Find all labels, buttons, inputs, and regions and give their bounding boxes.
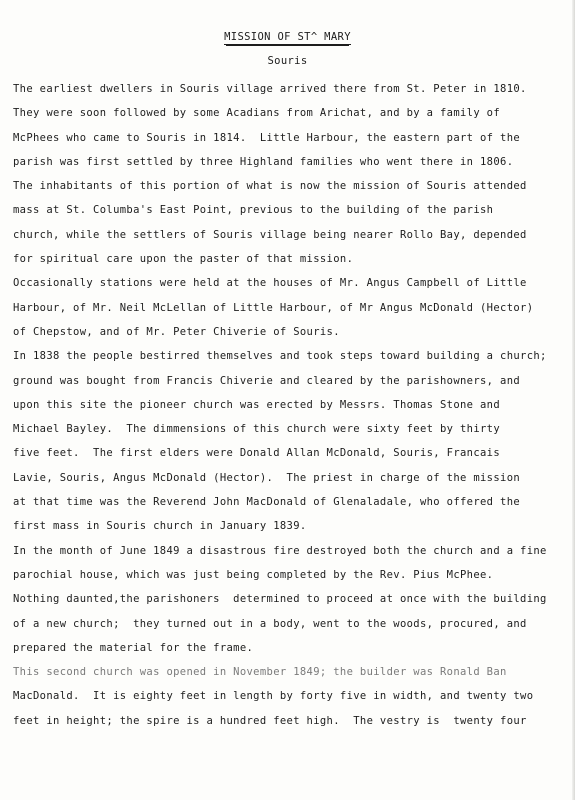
text-line: Occasionally stations were held at the houses of Mr. Angus Campbell of Little — [13, 277, 527, 290]
text-line: This second church was opened in November 1849; the builder was Ronald Ban — [13, 666, 507, 679]
text-line: first mass in Souris church in January 1839. — [13, 520, 307, 533]
text-line: upon this site the pioneer church was erected by Messrs. Thomas Stone and — [13, 398, 501, 411]
text-line: In the month of June 1849 a disastrous fire destroyed both the church and a fine — [13, 544, 547, 557]
document-subtitle: Souris — [267, 55, 308, 67]
text-line: prepared the material for the frame. — [13, 641, 254, 654]
text-line: Harbour, of Mr. Neil McLellan of Little Harbour, of Mr Angus McDonald (Hector) — [13, 301, 534, 314]
text-line: for spiritual care upon the paster of that mission. — [13, 253, 354, 266]
document-title-text: MISSION OF ST^ MARY — [224, 31, 351, 43]
text-line: Michael Bayley. The dimmensions of this church were sixty feet by thirty — [13, 423, 501, 436]
text-line: feet in height; the spire is a hundred feet high. The vestry is twenty four — [13, 714, 527, 727]
text-line: Nothing daunted,the parishoners determined to proceed at once with the building — [13, 593, 547, 606]
text-line: MacDonald. It is eighty feet in length by forty five in width, and twenty two — [13, 690, 534, 703]
text-line: five feet. The first elders were Donald Allan McDonald, Souris, Francais — [13, 447, 501, 460]
text-line: parish was first settled by three Highland families who went there in 1806. — [13, 155, 514, 168]
text-line: mass at St. Columba's East Point, previous to the building of the parish — [13, 204, 494, 217]
text-line: Lavie, Souris, Angus McDonald (Hector). The priest in charge of the mission — [13, 471, 521, 484]
text-line: parochial house, which was just being completed by the Rev. Pius McPhee. — [13, 568, 494, 581]
text-line: at that time was the Reverend John MacDonald of Glenaladale, who offered the — [13, 496, 521, 509]
text-line: In 1838 the people bestirred themselves and took steps toward building a church; — [13, 350, 547, 363]
document-body — [13, 81, 568, 737]
text-line: They were soon followed by some Acadians from Arichat, and by a family of — [13, 107, 501, 120]
text-line: McPhees who came to Souris in 1814. Little Harbour, the eastern part of the — [13, 131, 521, 144]
text-line: of a new church; they turned out in a body, went to the woods, procured, and — [13, 617, 527, 630]
text-line: The inhabitants of this portion of what is now the mission of Souris attended — [13, 180, 527, 193]
text-line: church, while the settlers of Souris village being nearer Rollo Bay, depended — [13, 228, 527, 241]
text-line: The earliest dwellers in Souris village arrived there from St. Peter in 1810. — [13, 83, 527, 95]
text-line: ground was bought from Francis Chiverie and cleared by the parishowners, and — [13, 374, 521, 387]
text-line: of Chepstow, and of Mr. Peter Chiverie of Souris. — [13, 325, 340, 338]
document-title — [0, 31, 575, 44]
